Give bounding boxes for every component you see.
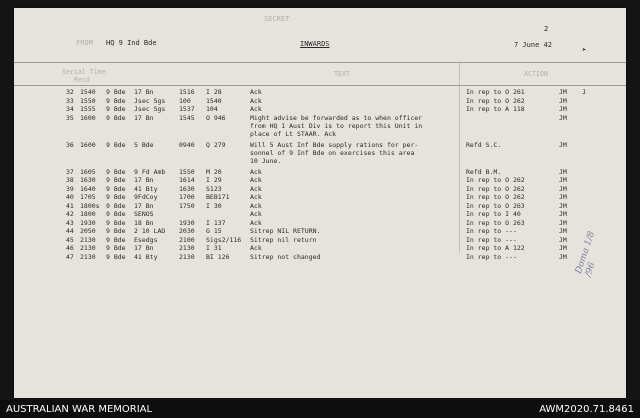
- cell-to: 17 Bn: [134, 244, 154, 252]
- cell-action: In rep to ---: [466, 235, 517, 244]
- cell-from: 9 Bde: [106, 210, 126, 218]
- table-row: [14, 176, 626, 184]
- cell-time: 1800s: [80, 201, 100, 210]
- cell-text: place of Lt STAAR. Ack: [250, 129, 337, 138]
- cell-ref: Q 279: [206, 140, 226, 149]
- cell-init: JM: [559, 88, 567, 96]
- cell-to: 5 Bde: [134, 140, 154, 149]
- cell-to: 18 Bn: [134, 218, 154, 227]
- cell-action: In rep to O 263: [466, 201, 525, 210]
- cell-time: 1705: [80, 193, 96, 201]
- cell-torig: 0940: [179, 140, 195, 149]
- table-row: [14, 97, 626, 105]
- cell-action: Refd S.C.: [466, 140, 502, 149]
- cell-from: 9 Bde: [106, 201, 126, 210]
- register-title: INWARDS: [300, 40, 330, 48]
- cell-torig: 1537: [179, 105, 195, 113]
- cell-extra: J: [582, 88, 586, 96]
- cell-time: 1930: [80, 218, 96, 227]
- cell-to: Esedgs: [134, 235, 158, 244]
- table-row: [14, 202, 626, 210]
- cell-text: Will 5 Aust Inf Bde supply rations for per-: [250, 140, 419, 149]
- header-rule: [14, 62, 626, 63]
- page-number: 2: [544, 25, 549, 33]
- cell-init: JM: [559, 227, 567, 235]
- table-row: [14, 113, 626, 138]
- cell-from: 9 Bde: [106, 88, 126, 96]
- cell-from: 9 Bde: [106, 105, 126, 113]
- cell-time: 1640: [80, 184, 96, 193]
- cell-init: JM: [559, 252, 567, 261]
- cell-ref: G 15: [206, 227, 222, 235]
- cell-serial: 40: [66, 193, 74, 201]
- document-page: [14, 8, 626, 398]
- cell-init: JM: [559, 176, 567, 184]
- column-time-recd: Recd: [74, 76, 90, 84]
- cell-text: Sitrep nil return: [250, 235, 317, 244]
- cell-time: 2050: [80, 227, 96, 235]
- footer-right: AWM2020.71.8461: [539, 404, 634, 415]
- cell-from: 9 Bde: [106, 227, 126, 235]
- cell-text: Ack: [250, 96, 262, 105]
- cell-text: Ack: [250, 218, 262, 227]
- cell-torig: 1545: [179, 113, 195, 122]
- cell-serial: 33: [66, 96, 74, 105]
- cell-torig: 1700: [179, 193, 195, 201]
- cell-init: JM: [559, 244, 567, 252]
- table-row: [14, 244, 626, 252]
- cell-from: 9 Bde: [106, 244, 126, 252]
- table-row: [14, 236, 626, 244]
- cell-torig: 1930: [179, 218, 195, 227]
- cell-to: 2 10 LAD: [134, 227, 166, 235]
- cell-init: JM: [559, 96, 567, 105]
- from-prefix: FROM: [76, 39, 93, 47]
- cell-torig: 2100: [179, 235, 195, 244]
- cell-to: 9 Fd Amb: [134, 167, 166, 176]
- cell-time: 1600: [80, 113, 96, 122]
- cell-serial: 38: [66, 176, 74, 184]
- cell-torig: 1516: [179, 88, 195, 96]
- cell-ref: I 31: [206, 244, 222, 252]
- cell-time: 2130: [80, 235, 96, 244]
- cell-to: 17 Bn: [134, 113, 154, 122]
- cell-torig: 1550: [179, 167, 195, 176]
- cell-serial: 35: [66, 113, 74, 122]
- cell-text: Ack: [250, 244, 262, 252]
- cell-from: 9 Bde: [106, 167, 126, 176]
- cell-ref: I 29: [206, 176, 222, 184]
- cell-init: JM: [559, 113, 567, 122]
- cell-text: sonnel of 9 Inf Bde on exercises this area: [250, 148, 415, 157]
- footer-left: AUSTRALIAN WAR MEMORIAL: [6, 404, 153, 415]
- table-row: [14, 105, 626, 113]
- cell-from: 9 Bde: [106, 140, 126, 149]
- cell-torig: 2030: [179, 227, 195, 235]
- cell-serial: 47: [66, 252, 74, 261]
- cell-torig: 1630: [179, 184, 195, 193]
- cell-from: 9 Bde: [106, 193, 126, 201]
- footer-bar: [0, 400, 640, 418]
- cell-text: Sitrep not changed: [250, 252, 321, 261]
- cell-ref: BI 126: [206, 252, 230, 261]
- table-row: [14, 210, 626, 218]
- unit-name: HQ 9 Ind Bde: [106, 39, 157, 47]
- cell-to: Jsec Sgs: [134, 105, 166, 113]
- cell-to: 17 Bn: [134, 201, 154, 210]
- cell-text: Ack: [250, 184, 262, 193]
- cell-torig: 100: [179, 96, 191, 105]
- cell-action: Refd B.M.: [466, 167, 502, 176]
- cell-time: 1605: [80, 167, 96, 176]
- cell-init: JM: [559, 193, 567, 201]
- cell-text: 10 June.: [250, 156, 282, 165]
- column-rule: [14, 85, 626, 86]
- cell-to: SENOS: [134, 210, 154, 218]
- column-serial-time: Serial Time: [62, 68, 106, 76]
- cell-torig: 1614: [179, 176, 195, 184]
- cell-init: JM: [559, 184, 567, 193]
- cell-from: 9 Bde: [106, 252, 126, 261]
- cell-serial: 43: [66, 218, 74, 227]
- cell-action: In rep to ---: [466, 227, 517, 235]
- cell-text: Ack: [250, 176, 262, 184]
- table-row: [14, 88, 626, 96]
- cell-time: 1630: [80, 176, 96, 184]
- cell-action: In rep to O 262: [466, 96, 525, 105]
- cell-to: 41 Bty: [134, 252, 158, 261]
- cell-time: 1550: [80, 96, 96, 105]
- table-row: [14, 168, 626, 176]
- cell-from: 9 Bde: [106, 96, 126, 105]
- cell-action: In rep to ---: [466, 252, 517, 261]
- cell-from: 9 Bde: [106, 176, 126, 184]
- cell-time: 1800: [80, 210, 96, 218]
- cell-text: Ack: [250, 210, 262, 218]
- cell-action: In rep to A 118: [466, 105, 525, 113]
- cell-text: Ack: [250, 105, 262, 113]
- cell-action: In rep to O 262: [466, 184, 525, 193]
- cell-time: 1555: [80, 105, 96, 113]
- document-date: 7 June 42: [514, 41, 552, 49]
- cell-action: In rep to O 261: [466, 88, 525, 96]
- cell-action: In rep to O 262: [466, 176, 525, 184]
- cell-ref: O 946: [206, 113, 226, 122]
- cell-serial: 41: [66, 201, 74, 210]
- cell-from: 9 Bde: [106, 218, 126, 227]
- cell-torig: 1750: [179, 201, 195, 210]
- cell-to: 9FdCoy: [134, 193, 158, 201]
- cell-from: 9 Bde: [106, 235, 126, 244]
- cell-serial: 46: [66, 244, 74, 252]
- cell-action: In rep to I 40: [466, 210, 521, 218]
- cell-serial: 32: [66, 88, 74, 96]
- cell-text: Might advise be forwarded as to when officer: [250, 113, 423, 122]
- cell-serial: 44: [66, 227, 74, 235]
- cell-init: JM: [559, 167, 567, 176]
- cell-ref: BEB171: [206, 193, 230, 201]
- cell-serial: 42: [66, 210, 74, 218]
- table-row: [14, 140, 626, 165]
- cell-serial: 39: [66, 184, 74, 193]
- cell-text: Ack: [250, 193, 262, 201]
- cell-text: from HQ 1 Aust Div is to report this Unit in: [250, 121, 423, 130]
- table-row: [14, 227, 626, 235]
- cell-ref: I 30: [206, 201, 222, 210]
- table-row: [14, 185, 626, 193]
- cell-ref: S123: [206, 184, 222, 193]
- cell-action: In rep to O 263: [466, 218, 525, 227]
- table-row: [14, 193, 626, 201]
- cell-torig: 2130: [179, 252, 195, 261]
- table-row: [14, 253, 626, 261]
- cell-text: Ack: [250, 88, 262, 96]
- cell-serial: 36: [66, 140, 74, 149]
- cell-action: In rep to O 262: [466, 193, 525, 201]
- cell-torig: 2130: [179, 244, 195, 252]
- cell-to: 41 Bty: [134, 184, 158, 193]
- cell-from: 9 Bde: [106, 113, 126, 122]
- cell-ref: M 20: [206, 167, 222, 176]
- cell-serial: 34: [66, 105, 74, 113]
- cell-action: In rep to A 122: [466, 244, 525, 252]
- cell-time: 1540: [80, 88, 96, 96]
- cell-init: JM: [559, 218, 567, 227]
- top-stamp: SECRET: [264, 15, 290, 23]
- column-text: TEXT: [334, 70, 350, 78]
- table-row: [14, 219, 626, 227]
- cell-init: JM: [559, 210, 567, 218]
- column-action: ACTION: [524, 70, 548, 78]
- cell-init: JM: [559, 140, 567, 149]
- cell-ref: I 28: [206, 88, 222, 96]
- pencil-annotation: Doma 1/8 /96: [574, 230, 598, 279]
- cell-init: JM: [559, 235, 567, 244]
- cell-serial: 37: [66, 167, 74, 176]
- cell-ref: I 137: [206, 218, 226, 227]
- cell-init: JM: [559, 201, 567, 210]
- cell-ref: 1540: [206, 96, 222, 105]
- cell-ref: 104: [206, 105, 218, 113]
- cell-time: 2130: [80, 252, 96, 261]
- cell-text: Ack: [250, 201, 262, 210]
- cell-to: 17 Bn: [134, 88, 154, 96]
- cell-time: 1600: [80, 140, 96, 149]
- cell-from: 9 Bde: [106, 184, 126, 193]
- cell-to: 17 Bn: [134, 176, 154, 184]
- cell-time: 2130: [80, 244, 96, 252]
- cell-init: JM: [559, 105, 567, 113]
- arrow-mark: ➤: [582, 46, 587, 54]
- cell-serial: 45: [66, 235, 74, 244]
- cell-text: Ack: [250, 167, 262, 176]
- cell-to: Jsec Sgs: [134, 96, 166, 105]
- cell-ref: Sigs2/116: [206, 235, 242, 244]
- cell-text: Sitrep NIL RETURN.: [250, 227, 321, 235]
